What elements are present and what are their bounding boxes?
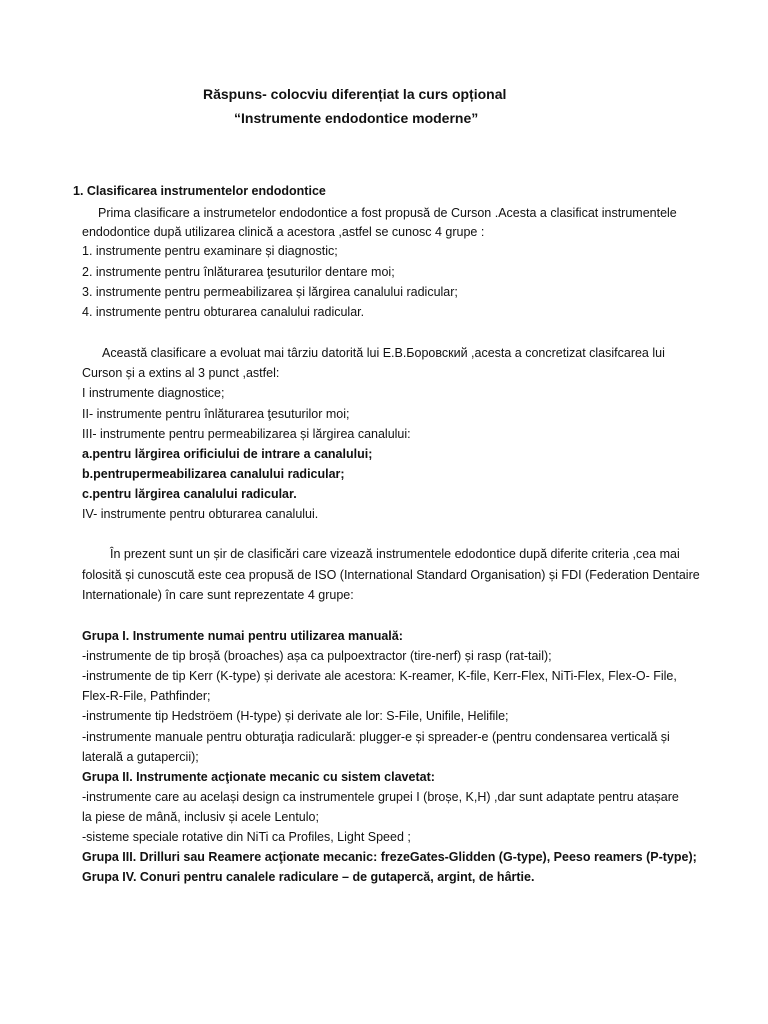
list-item: a.pentru lărgirea orificiului de intrare a canalului; xyxy=(82,447,373,461)
paragraph-line: În prezent sunt un șir de clasificări care vizează instrumentele edodontice după diferite criteria ,cea mai xyxy=(110,547,680,561)
paragraph-line: folosită și cunoscută este cea propusă de ISO (International Standard Organisation) și FDI (Federation Dentaire xyxy=(82,568,700,582)
group-item: -instrumente care au același design ca instrumentele grupei I (broșe, K,H) ,dar sunt adaptate pentru atașare xyxy=(82,790,679,804)
paragraph-line: Această clasificare a evoluat mai târziu datorită lui E.В.Боровский ,acesta a concretizat clasifcarea lui xyxy=(102,346,665,360)
list-item: 3. instrumente pentru permeabilizarea și lărgirea canalului radicular; xyxy=(82,285,458,299)
group-item: la piese de mână, inclusiv și acele Lentulo; xyxy=(82,810,319,824)
group-item: -instrumente tip Hedströem (H-type) și derivate ale lor: S-File, Unifile, Helifile; xyxy=(82,709,509,723)
group-item: -instrumente de tip broșă (broaches) așa ca pulpoextractor (tire-nerf) și rasp (rat-tail); xyxy=(82,649,552,663)
list-item: IV- instrumente pentru obturarea canalului. xyxy=(82,507,319,521)
section-heading: 1. Clasificarea instrumentelor endodontice xyxy=(73,184,326,198)
group-title: Grupa II. Instrumente acţionate mecanic cu sistem clavetat: xyxy=(82,770,435,784)
group-title: Grupa III. Drilluri sau Reamere acţionate mecanic: frezeGates-Glidden (G-type), Peeso reamers (P-type); xyxy=(82,850,697,864)
document-title: Răspuns- colocviu diferențiat la curs opțional xyxy=(203,86,507,102)
list-item: 2. instrumente pentru înlăturarea ţesuturilor dentare moi; xyxy=(82,265,395,279)
list-item: I instrumente diagnostice; xyxy=(82,386,225,400)
list-item: 4. instrumente pentru obturarea canalului radicular. xyxy=(82,305,365,319)
list-item: c.pentru lărgirea canalului radicular. xyxy=(82,487,297,501)
group-item: -sisteme speciale rotative din NiTi ca Profiles, Light Speed ; xyxy=(82,830,411,844)
paragraph-line: Curson și a extins al 3 punct ,astfel: xyxy=(82,366,280,380)
group-title: Grupa IV. Conuri pentru canalele radiculare – de gutapercă, argint, de hârtie. xyxy=(82,870,535,884)
group-item: laterală a gutapercii); xyxy=(82,750,199,764)
paragraph-line: endodontice după utilizarea clinică a acestora ,astfel se cunosc 4 grupe : xyxy=(82,225,485,239)
group-title: Grupa I. Instrumente numai pentru utilizarea manuală: xyxy=(82,629,403,643)
paragraph-line: Internationale) în care sunt reprezentate 4 grupe: xyxy=(82,588,354,602)
group-item: Flex-R-File, Pathfinder; xyxy=(82,689,211,703)
paragraph-line: Prima clasificare a instrumetelor endodontice a fost propusă de Curson .Acesta a clasificat instrumentele xyxy=(98,206,677,220)
list-item: b.pentrupermeabilizarea canalului radicular; xyxy=(82,467,345,481)
group-item: -instrumente manuale pentru obturaţia radiculară: plugger-e și spreader-e (pentru condensarea verticală și xyxy=(82,730,670,744)
list-item: III- instrumente pentru permeabilizarea și lărgirea canalului: xyxy=(82,427,411,441)
list-item: 1. instrumente pentru examinare și diagnostic; xyxy=(82,244,338,258)
group-item: -instrumente de tip Kerr (K-type) și derivate ale acestora: K-reamer, K-file, Kerr-Flex, NiTi-Flex, Flex-O- File, xyxy=(82,669,677,683)
document-subtitle: “Instrumente endodontice moderne” xyxy=(234,110,479,126)
list-item: II- instrumente pentru înlăturarea ţesuturilor moi; xyxy=(82,407,350,421)
